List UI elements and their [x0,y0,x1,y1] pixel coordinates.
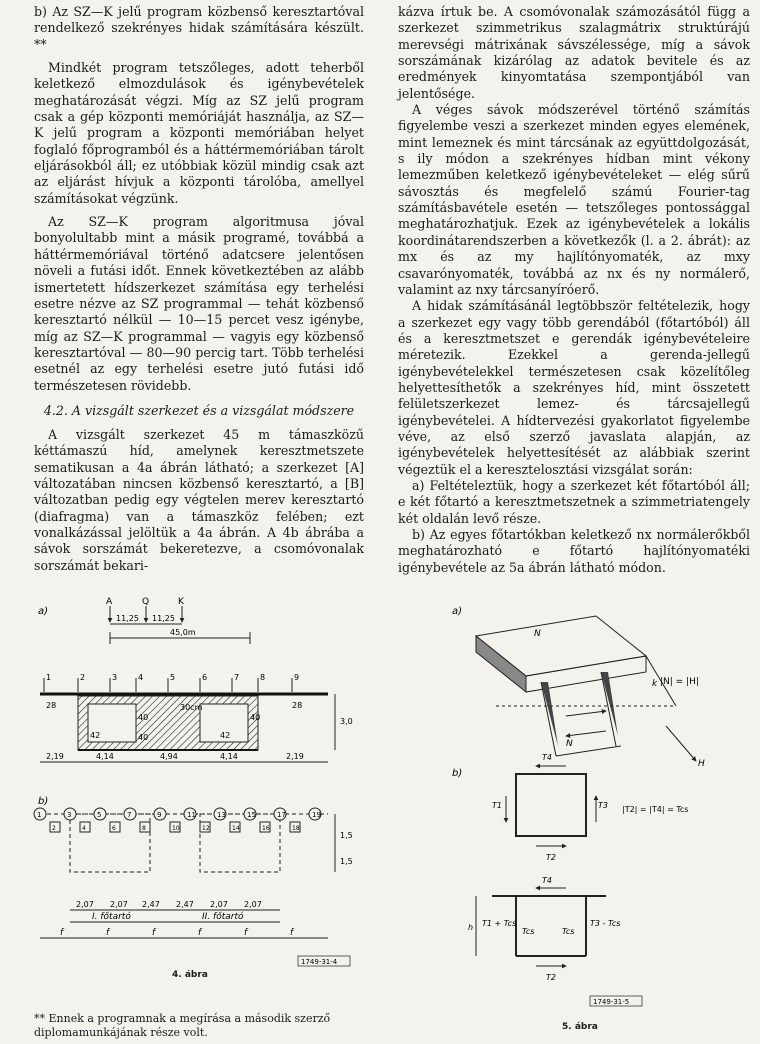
girder-2-label: II. főtartó [202,912,244,922]
dimension-label: 4,14 [96,752,114,761]
label-h: H [698,759,705,769]
dimension-label: 2,07 [210,900,228,909]
thickness-label: 40 [138,733,149,742]
height-b-1: 1,5 [340,831,353,840]
thickness-label: 30cm [180,703,203,712]
dimension-label: 2,07 [110,900,128,909]
strip-number: 6 [112,825,116,832]
label-c-h: h [468,923,474,932]
label-c-t2: T2 [546,973,556,982]
f-label: f [198,928,202,938]
paragraph: kázva írtuk be. A csomóvonalak számozásától függ a szerkezet szimmetrikus szalagmátrix struktúrájú merevségi mátrixának sávszélessége, míg a sávok sorszámának kizárólag az adatok bevitele és az eredmények kinyomtatása szempontjából van jelentősége. [398,4,750,101]
node-label: 1 [46,673,52,682]
load-label-k: K [178,597,184,607]
figure-5b-label: b) [452,768,463,779]
node-number: 19 [312,811,321,819]
node-number: 17 [277,811,286,819]
strip-number: 16 [262,825,270,832]
label-k: k [652,679,658,689]
height-a: 3,0 [340,717,353,726]
node-labels-a [44,673,299,692]
girder-shear-flows [468,876,620,982]
node-label: 2 [80,673,86,682]
node-number: 5 [97,811,102,819]
strip-boxes-b [50,822,300,832]
figure-4-caption: 4. ábra [172,970,208,980]
dimensions-b [70,900,280,910]
thickness-label: 40 [138,713,149,722]
figure-stamp: 1749-31-5 [593,998,630,1006]
node-number: 11 [187,811,196,819]
node-label: 7 [234,673,240,682]
section-heading: 4.2. A vizsgált szerkezet és a vizsgálat módszere [43,402,355,418]
strip-number: 14 [232,825,240,832]
height-b-2: 1,5 [340,857,353,866]
right-text-column [398,4,750,576]
f-label: f [244,928,248,938]
node-label: 3 [112,673,118,682]
label-c-tcs-1: Tcs [522,927,535,936]
thickness-label: 40 [250,713,261,722]
figure-5a-label: a) [452,606,463,617]
label-c-t3tcs: T3 - Tcs [590,919,621,928]
node-label: 5 [170,673,176,682]
strip-number: 2 [52,825,56,832]
equation-b: |T2| = |T4| = Tcs [622,805,689,814]
thickness-label: 42 [220,731,231,740]
load-label-a: A [106,597,113,607]
box-shear-flows [492,753,608,862]
figure-4-drawing [30,592,370,972]
thickness-label: 42 [90,731,101,740]
box-girder-perspective [476,616,705,769]
label-c-t4: T4 [542,876,552,885]
equation-a: |N| = |H| [660,677,699,687]
node-number: 13 [217,811,226,819]
paragraph: A hidak számításánál legtöbbször feltételezik, hogy a szerkezet egy vagy több gerendából (főtartóból) áll és a keresztmetszet e gerendák igénybevételeire méretezik. Ezekkel a gerenda-jellegű igénybevételekkel természetesen csak közelítőleg helyettesíthetők a szekrényes híd, mint összetett felületszerkezet lemez- és tárcsajellegű igénybevételei. A hídtervezési gyakorlatot figyelembe véve, az első szerző javaslata alapján, az igénybevételek helyettesítését az alábbiak szerint végeztük el a keresztelosztási vizsgálat során: [398,298,750,477]
node-label: 4 [138,673,144,682]
footnote: ** Ennek a programnak a megírása a második szerző diplomamunkájának része volt. [34,1012,331,1039]
girder-1-label: I. főtartó [92,912,131,922]
node-label: 6 [202,673,208,682]
strip-number: 12 [202,825,210,832]
figure-stamp: 1749-31-4 [301,958,338,966]
paragraph: A vizsgált szerkezet 45 m támaszközű kéttámaszú híd, amelynek keresztmetszete sematikusan a 4a ábrán látható; a szerkezet [A] változatában nincsen közbenső keresztartó, a [B] változatban pedig egy végtelen merev keresztartó (diafragma) van a támaszköz felében; ezt vonalkázással jelöltük a 4a ábrán. A 4b ábrába a sávok sorszámát bekeretezve, a csomóvonalak sorszámát bekari- [34,426,364,573]
node-label: 9 [294,673,300,682]
dimension-label: 2,47 [142,900,160,909]
node-number: 9 [157,811,162,819]
span-total: 45,0m [170,628,196,637]
paragraph: A véges sávok módszerével történő számítás figyelembe veszi a szerkezet minden egyes elemének, mint lemeznek és mint tárcsának az együttdolgozását, s ily módon a szekrényes hídban mint vékony lemezműben keletkező igénybevételeket — elég sűrű sávosztás és megfelelő számú Fourier-tag számításbavétele esetén — tetszőleges pontossággal meghatározhatjuk. Ezek az igénybevételek a lokális koordinátarendszerben a következők (l. a 2. ábrát): az mx és az my hajlítónyomaték, az mxy csavarónyomaték, továbbá az nx és ny normálerő, valamint az nxy tárcsanyíróerő. [398,102,750,297]
label-n-1: N [534,629,541,639]
strip-number: 8 [142,825,146,832]
label-t3: T3 [598,801,608,810]
figure-4a-label: a) [38,606,49,617]
dimension-label: 4,94 [160,752,178,761]
left-text-column [34,4,364,574]
strip-number: 10 [172,825,180,832]
label-c-tcs-2: Tcs [562,927,575,936]
girder-labels [70,911,280,922]
label-t1: T1 [492,801,502,810]
dimension-label: 2,47 [176,900,194,909]
node-label: 8 [260,673,266,682]
label-c-t1tcs: T1 + Tcs [482,919,517,928]
figure-5-drawing [446,596,746,1016]
node-number: 15 [247,811,256,819]
label-t4: T4 [542,753,552,762]
f-dimensions [40,928,328,938]
f-label: f [106,928,110,938]
load-spacing-1: 11,25 [116,614,139,623]
label-t2: T2 [546,853,556,862]
f-label: f [290,928,294,938]
figure-5-caption: 5. ábra [562,1022,598,1032]
node-number: 3 [67,811,72,819]
thickness-label: 28 [46,701,57,710]
figure-4b-label: b) [38,796,49,807]
paragraph: b) Az SZ—K jelű program közbenső keresztartóval rendelkező szekrényes hidak számítására készült. ** [34,4,364,52]
load-spacing-2: 11,25 [152,614,175,623]
dimension-label: 2,19 [286,752,304,761]
paragraph: Mindkét program tetszőleges, adott teherből keletkező elmozdulások és igénybevételek meghatározását végzi. Míg az SZ jelű program csak a gép központi memóriáját használja, az SZ—K jelű program a központi memóriában helyet foglaló főprogramból és a háttérmemóriában tárolt eljárásokból áll; ez utóbbiak közül mindig csak azt az eljárást hívjuk a központi tárolóba, amellyel számításokat végzünk. [34,60,364,206]
f-label: f [152,928,156,938]
dimension-label: 2,07 [244,900,262,909]
paragraph: Az SZ—K program algoritmusa jóval bonyolultabb mint a másik programé, továbbá a háttérmemóriával történő adatcsere jelentősen növeli a futási időt. Ennek következtében az alább ismertetett hídszerkezet számítása egy terhelési esetre nézve az SZ programmal — tehát közbenső keresztartó nélkül — 10—15 percet vesz igénybe, míg az SZ—K programmal — vagyis egy közbenső keresztartóval — 80—90 percig tart. Több terhelési esetnél az egy terhelési esetre jutó futási idő természetesen rövidebb. [34,214,364,393]
label-n-2: N [566,739,573,749]
node-number: 7 [127,811,132,819]
thickness-label: 28 [292,701,303,710]
dimension-label: 4,14 [220,752,238,761]
load-positions [106,597,250,644]
paragraph: a) Feltételeztük, hogy a szerkezet két főtartóból áll; e két főtartó a keresztmetszetnek a szimmetriatengely két oldalán levő része. [398,477,750,526]
dimension-label: 2,19 [46,752,64,761]
load-label-q: Q [142,597,150,607]
node-number: 1 [37,811,42,819]
strip-number: 18 [292,825,300,832]
dimension-label: 2,07 [76,900,94,909]
f-label: f [60,928,64,938]
paragraph: b) Az egyes főtartókban keletkező nx normálerőkből meghatározható e főtartó hajlítónyomatéki igénybevétele az 5a ábrán látható módon. [398,527,750,575]
strip-number: 4 [82,825,86,832]
dimensions-a [40,752,328,762]
